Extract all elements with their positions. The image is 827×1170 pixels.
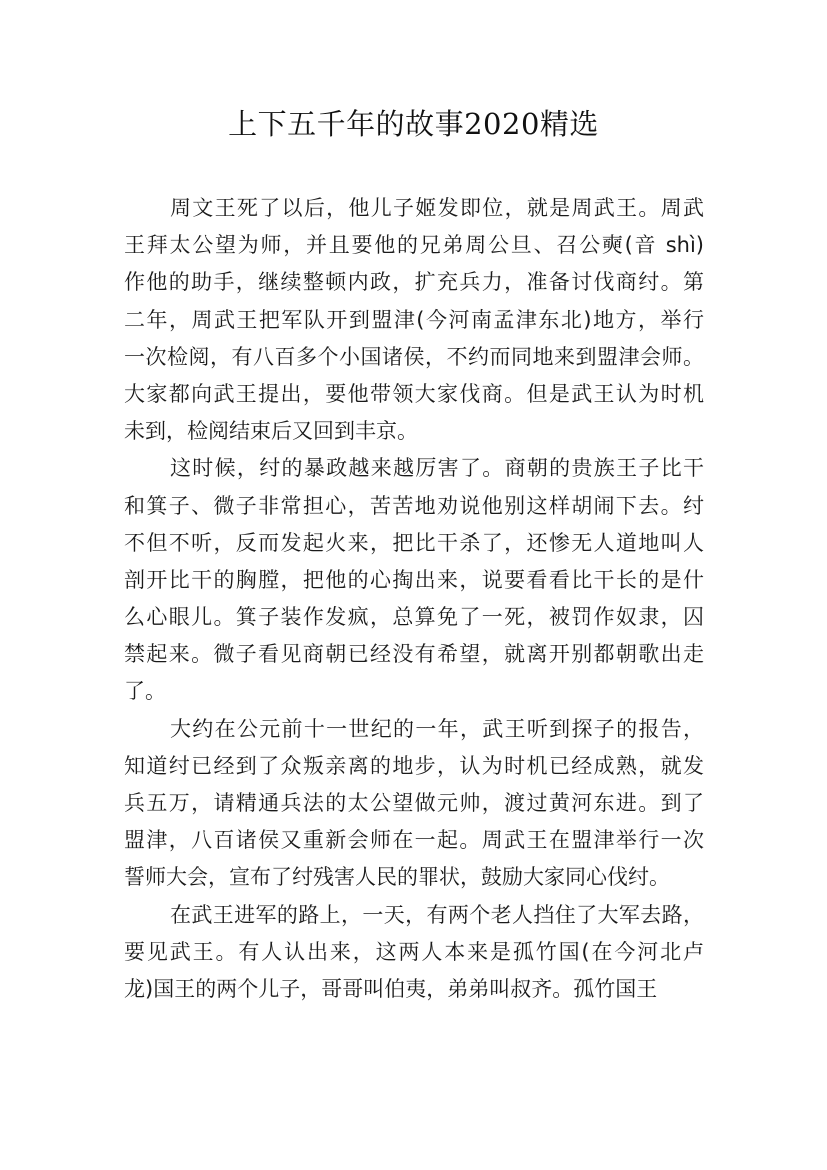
paragraph-line: 未到，检阅结束后又回到丰京。	[124, 419, 418, 444]
paragraph	[124, 897, 704, 1009]
paragraph	[124, 190, 704, 450]
paragraph-line: 不但不听，反而发起火来，把比干杀了，还惨无人道地叫人	[124, 530, 704, 555]
paragraph-line: 王拜太公望为师，并且要他的兄弟周公旦、召公奭(音 shì)	[124, 233, 704, 258]
paragraph-line: 么心眼儿。箕子装作发疯，总算免了一死，被罚作奴隶，囚	[124, 605, 704, 630]
paragraph-line: 二年，周武王把军队开到盟津(今河南孟津东北)地方，举行	[124, 307, 704, 332]
paragraph-line: 一次检阅，有八百多个小国诸侯，不约而同地来到盟津会师。	[124, 344, 704, 369]
paragraph-line: 周文王死了以后，他儿子姬发即位，就是周武王。周武	[170, 196, 704, 220]
document-body	[124, 190, 704, 1008]
paragraph-line: 盟津，八百诸侯又重新会师在一起。周武王在盟津举行一次	[124, 828, 704, 853]
paragraph-line: 在武王进军的路上，一天，有两个老人挡住了大军去路，	[170, 902, 704, 927]
paragraph-line: 知道纣已经到了众叛亲离的地步，认为时机已经成熟，就发	[124, 753, 704, 778]
paragraph	[124, 711, 704, 897]
paragraph	[124, 450, 704, 710]
paragraph-line: 大约在公元前十一世纪的一年，武王听到探子的报告，	[170, 716, 704, 741]
paragraph-line: 禁起来。微子看见商朝已经没有希望，就离开别都朝歌出走	[124, 642, 704, 667]
paragraph-line: 誓师大会，宣布了纣残害人民的罪状，鼓励大家同心伐纣。	[124, 865, 670, 890]
paragraph-line: 作他的助手，继续整顿内政，扩充兵力，准备讨伐商纣。第	[124, 270, 704, 295]
paragraph-line: 剖开比干的胸膛，把他的心掏出来，说要看看比干长的是什	[124, 567, 704, 592]
paragraph-line: 大家都向武王提出，要他带领大家伐商。但是武王认为时机	[124, 381, 704, 406]
paragraph-line: 要见武王。有人认出来，这两人本来是孤竹国(在今河北卢	[124, 939, 704, 964]
paragraph-line: 和箕子、微子非常担心，苦苦地劝说他别这样胡闹下去。纣	[124, 493, 704, 518]
paragraph-line: 这时候，纣的暴政越来越厉害了。商朝的贵族王子比干	[170, 456, 704, 481]
paragraph-line: 龙)国王的两个儿子，哥哥叫伯夷，弟弟叫叔齐。孤竹国王	[124, 976, 658, 1001]
document-title: 上下五千年的故事2020精选	[228, 107, 599, 141]
paragraph-line: 兵五万，请精通兵法的太公望做元帅，渡过黄河东进。到了	[124, 791, 704, 815]
paragraph-line: 了。	[124, 679, 166, 704]
